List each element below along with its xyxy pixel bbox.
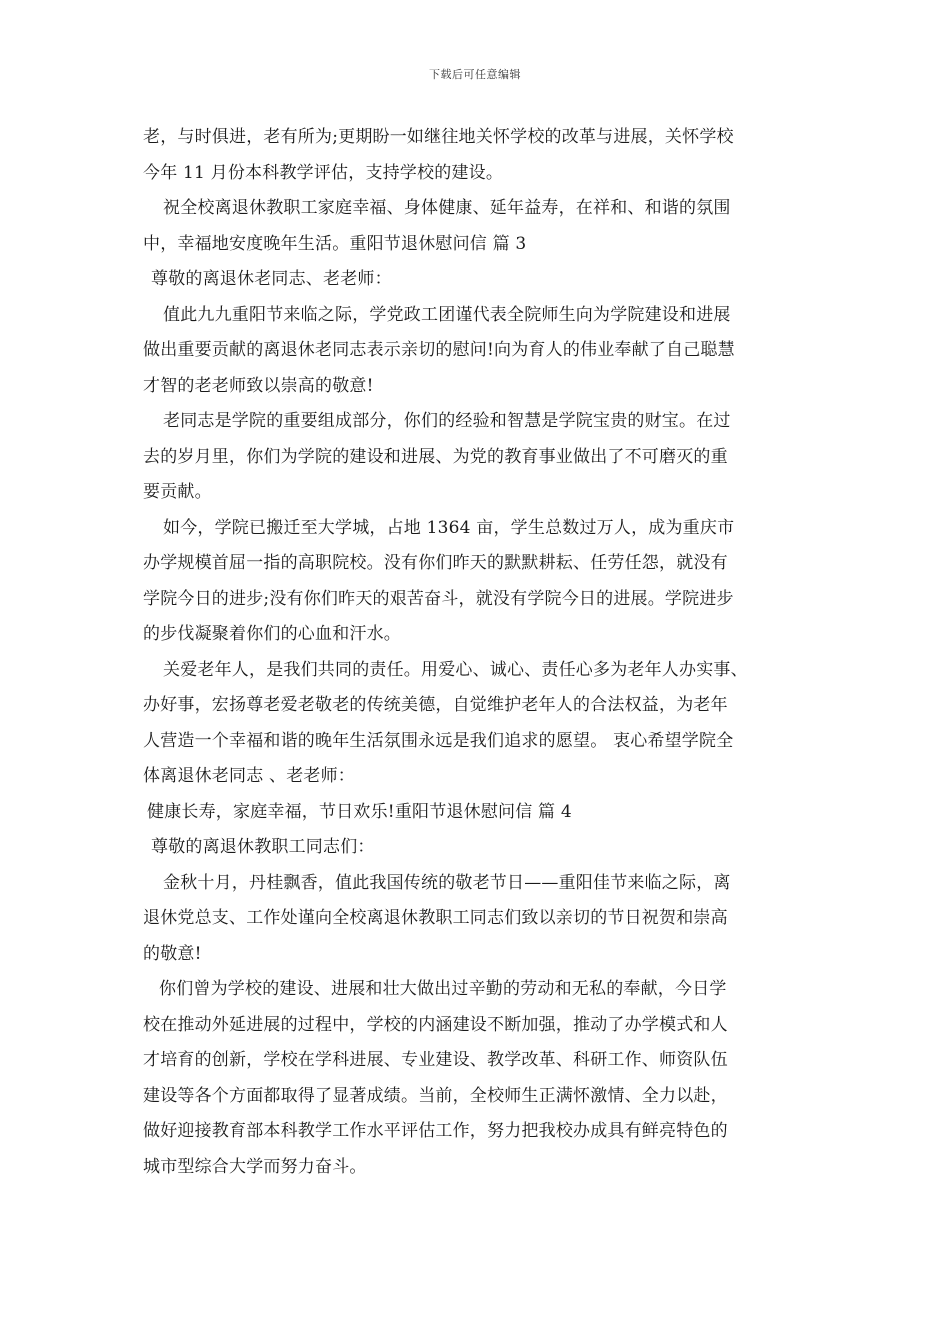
text-line: 学院今日的进步;没有你们昨天的艰苦奋斗，就没有学院今日的进展。学院进步 <box>143 588 734 609</box>
text-line: 人营造一个幸福和谐的晚年生活氛围永远是我们追求的愿望。 衷心希望学院全 <box>143 730 734 751</box>
text-line: 金秋十月，丹桂飘香，值此我国传统的敬老节日——重阳佳节来临之际，离 <box>163 872 731 893</box>
text-line: 建设等各个方面都取得了显著成绩。当前，全校师生正满怀激情、全力以赴， <box>143 1085 728 1106</box>
text-line: 城市型综合大学而努力奋斗。 <box>143 1156 367 1177</box>
text-line: 值此九九重阳节来临之际，学党政工团谨代表全院师生向为学院建设和进展 <box>163 304 731 325</box>
text-line: 退休党总支、工作处谨向全校离退休教职工同志们致以亲切的节日祝贺和崇高 <box>143 908 728 928</box>
text-line: 祝全校离退休教职工家庭幸福、身体健康、延年益寿，在祥和、和谐的氛围 <box>163 198 731 218</box>
text-line: 体离退休老同志 、老老师： <box>143 766 356 786</box>
text-line: 老，与时俱进，老有所为;更期盼一如继往地关怀学校的改革与进展，关怀学校 <box>143 127 734 147</box>
text-line: 中，幸福地安度晚年生活。重阳节退休慰问信 篇 3 <box>143 233 527 254</box>
text-line: 做好迎接教育部本科教学工作水平评估工作，努力把我校办成具有鲜亮特色的 <box>143 1121 728 1141</box>
text-line: 尊敬的离退休教职工同志们： <box>151 837 375 857</box>
text-line: 今年 11 月份本科教学评估，支持学校的建设。 <box>143 162 504 183</box>
text-line: 要贡献。 <box>143 482 212 502</box>
text-line: 去的岁月里，你们为学院的建设和进展、为党的教育事业做出了不可磨灭的重 <box>143 446 728 467</box>
text-line: 校在推动外延进展的过程中，学校的内涵建设不断加强，推动了办学模式和人 <box>143 1014 728 1035</box>
text-line: 尊敬的离退休老同志、老老师： <box>151 269 392 289</box>
text-line: 老同志是学院的重要组成部分，你们的经验和智慧是学院宝贵的财宝。在过 <box>163 411 731 431</box>
text-line: 办好事，宏扬尊老爱老敬老的传统美德，自觉维护老年人的合法权益，为老年 <box>143 695 728 715</box>
text-line: 才培育的创新，学校在学科进展、专业建设、教学改革、科研工作、师资队伍 <box>143 1050 728 1070</box>
text-line: 才智的老老师致以崇高的敬意! <box>143 375 374 396</box>
page-header-note: 下载后可任意编辑 <box>429 68 521 81</box>
text-line: 你们曾为学校的建设、进展和壮大做出过辛勤的劳动和无私的奉献，今日学 <box>159 979 727 999</box>
text-line: 办学规模首屈一指的高职院校。没有你们昨天的默默耕耘、任劳任怨，就没有 <box>143 553 728 573</box>
text-line: 关爱老年人，是我们共同的责任。用爱心、诚心、责任心多为老年人办实事、 <box>163 659 748 680</box>
text-line: 的步伐凝聚着你们的心血和汗水。 <box>143 624 401 644</box>
document-body <box>143 120 815 1185</box>
text-line: 如今，学院已搬迁至大学城，占地 1364 亩，学生总数过万人，成为重庆市 <box>163 517 735 538</box>
text-line: 的敬意! <box>143 943 202 964</box>
text-line: 做出重要贡献的离退休老同志表示亲切的慰问!向为育人的伟业奉献了自己聪慧 <box>143 340 735 360</box>
text-line: 健康长寿，家庭幸福，节日欢乐!重阳节退休慰问信 篇 4 <box>147 801 572 822</box>
